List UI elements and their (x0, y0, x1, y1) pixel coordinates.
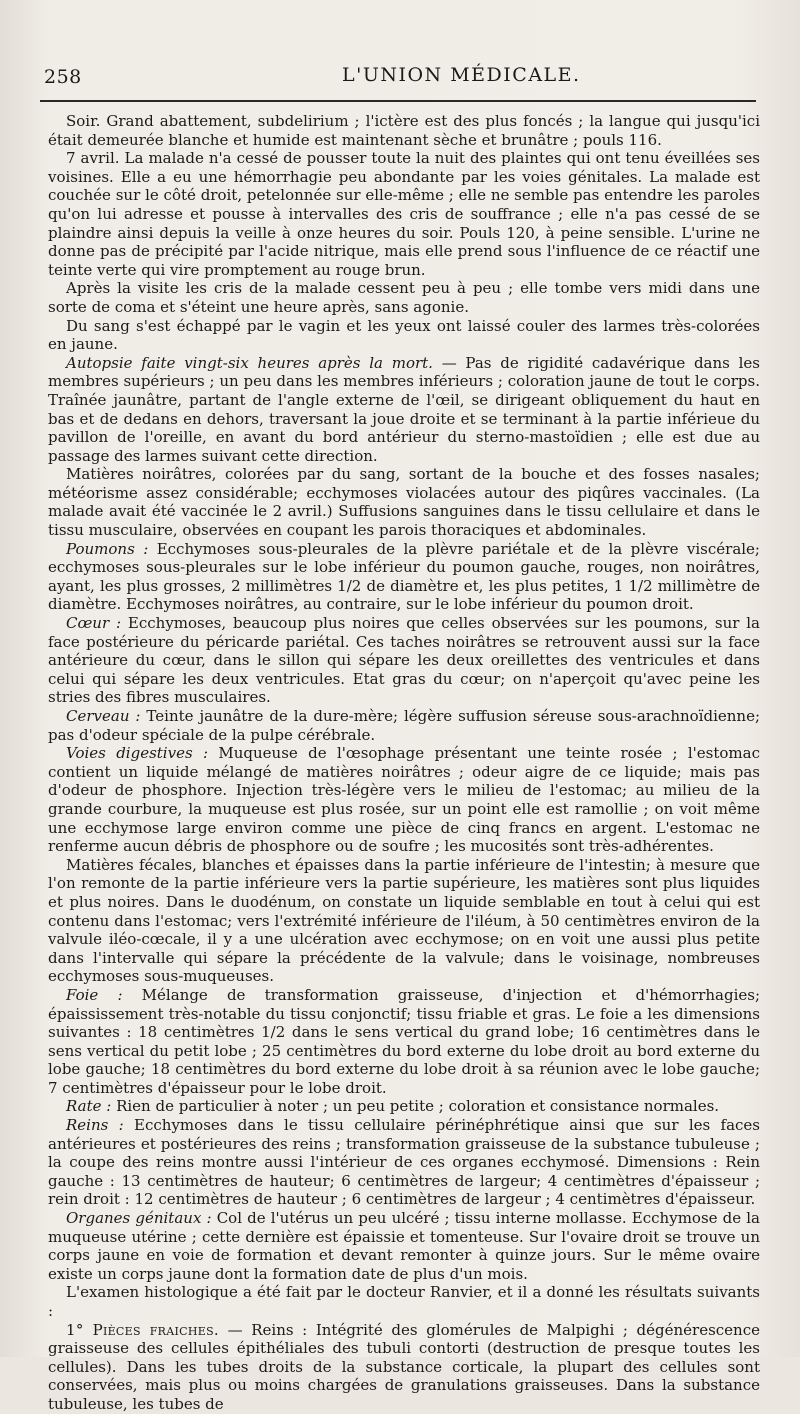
paragraph: L'examen histologique a été fait par le docteur Ranvier, et il a donné les résultats suivants : (48, 1283, 760, 1320)
section-label: Reins : (66, 1116, 124, 1135)
paragraph: 7 avril. La malade n'a cessé de pousser toute la nuit des plaintes qui ont tenu éveillées ses voisines. Elle a eu une hémorrhagie peu abondante par les voies génitales. La malade est couchée sur le côté droit, petelonnée sur elle-même ; elle ne semble pas entendre les paroles qu'on lui adresse et pousse à intervalles des cris de souffrance ; elle n'a pas cessé de se plaindre ainsi depuis la veille à onze heures du soir. Pouls 120, à peine sensible. L'urine ne donne pas de précipité par l'acide nitrique, mais elle prend sous l'influence de ce réactif une teinte verte qui vire promptement au rouge brun. (48, 149, 760, 279)
section-label: Cerveau : (66, 707, 141, 725)
paragraph: Matières fécales, blanches et épaisses dans la partie inférieure de l'intestin; à mesure que l'on remonte de la partie inférieure vers la partie supérieure, les matières sont plus liquides et plus noires. Dans le duodénum, on constate un liquide semblable en tout à celui qui est contenu dans l'estomac; vers l'extrémité inférieure de l'iléum, à 50 centimètres environ de la valvule iléo-cœcale, il y a une ulcération avec ecchymose; on en voit une aussi plus petite dans l'intervalle qui sépare la précédente de la valvule; dans le voisinage, nombreuses ecchymoses sous-muqueuses. (48, 855, 760, 986)
running-title: L'UNION MÉDICALE. (342, 64, 581, 86)
paragraph: Après la visite les cris de la malade cessent peu à peu ; elle tombe vers midi dans une sorte de coma et s'éteint une heure après, sans agonie. (48, 279, 760, 316)
header-rule (40, 100, 756, 102)
paragraph: Soir. Grand abattement, subdelirium ; l'ictère est des plus foncés ; la langue qui jusqu'ici était demeurée blanche et humide est maintenant sèche et brunâtre ; pouls 116. (48, 112, 760, 149)
section-label: Autopsie faite vingt-six heures après la mort. (66, 353, 433, 372)
section-label: Rate : (66, 1097, 112, 1116)
paragraph: Matières noirâtres, colorées par du sang, sortant de la bouche et des fosses nasales; météorisme assez considérable; ecchymoses violacées autour des piqûres vaccinales. (La malade avait été vaccinée le 2 avril.) Suffusions sanguines dans le tissu cellulaire et dans le tissu musculaire, observées en coupant les parois thoraciques et abdominales. (48, 465, 760, 540)
section-heading: 1° Pièces fraiches. (66, 1320, 219, 1339)
section-label: Organes génitaux : (66, 1209, 212, 1228)
section-label: Poumons : (66, 539, 149, 558)
paragraph: Du sang s'est échappé par le vagin et les yeux ont laissé couler des larmes très-colorées en jaune. (48, 316, 760, 354)
paragraph: Foie : Mélange de transformation graisseuse, d'injection et d'hémorrhagies; épaississement très-notable du tissu conjonctif; tissu friable et gras. Le foie a les dimensions suivantes : 18 centimètres 1/2 dans le sens vertical du grand lobe; 16 centimètres dans le sens vertical du petit lobe ; 25 centimètres du bord externe du lobe droit au bord externe du lobe gauche; 18 centimètres du bord externe du lobe droit à sa réunion avec le lobe gauche; 7 centimètres d'épaisseur pour le lobe droit. (48, 985, 760, 1097)
paragraph: Poumons : Ecchymoses sous-pleurales de la plèvre pariétale et de la plèvre viscérale; ecchymoses sous-pleurales sur le lobe inférieur du poumon gauche, rouges, non noirâtres, ayant, les plus grosses, 2 millimètres 1/2 de diamètre et, les plus petites, 1 1/2 millimètre de diamètre. Ecchymoses noirâtres, au contraire, sur le lobe inférieur du poumon droit. (48, 539, 760, 614)
paragraph: Reins : Ecchymoses dans le tissu cellulaire périnéphrétique ainsi que sur les faces antérieures et postérieures des reins ; transformation graisseuse de la substance tubuleuse ; la coupe des reins montre aussi l'intérieur de ces organes ecchymosé. Dimensions : Rein gauche : 13 centimètres de hauteur; 6 centimètres de largeur; 4 centimètres d'épaisseur ; rein droit : 12 centimètres de hauteur ; 6 centimètres de largeur ; 4 centimètres d'épaisseur. (48, 1116, 760, 1209)
paragraph: Voies digestives : Muqueuse de l'œsophage présentant une teinte rosée ; l'estomac contient un liquide mélangé de matières noirâtres ; odeur aigre de ce liquide; mais pas d'odeur de phosphore. Injection très-légère vers le milieu de l'estomac; au milieu de la grande courbure, la muqueuse est plus rosée, sur un point elle est ramollie ; on voit même une ecchymose large environ comme une pièce de cinq francs en argent. L'estomac ne renferme aucun débris de phosphore ou de soufre ; les mucosités sont très-adhérentes. (48, 744, 760, 856)
section-label: Voies digestives : (66, 744, 209, 763)
paragraph: Cœur : Ecchymoses, beaucoup plus noires que celles observées sur les poumons, sur la face postérieure du péricarde pariétal. Ces taches noirâtres se retrouvent aussi sur la face antérieure du cœur, dans le sillon qui sépare les deux oreillettes des ventricules et dans celui qui sépare les deux ventricules. Etat gras du cœur; on n'aperçoit qu'avec peine les stries des fibres musculaires. (48, 614, 761, 707)
paragraph: Rate : Rien de particulier à noter ; un peu petite ; coloration et consistance normales. (66, 1097, 720, 1116)
paragraph: Cerveau : Teinte jaunâtre de la dure-mère; légère suffusion séreuse sous-arachnoïdienne; pas d'odeur spéciale de la pulpe cérébrale. (48, 707, 760, 744)
paragraph: 1° Pièces fraiches. — Reins : Intégrité des glomérules de Malpighi ; dégénérescence graisseuse des cellules épithéliales des tubuli contorti (destruction de presque toutes les cellules). Dans les tubes droits de la substance corticale, la plupart des cellules sont conservées, mais plus ou moins chargées de granulations graisseuses. Dans la substance tubuleuse, les tubes de (48, 1320, 760, 1413)
section-label: Foie : (66, 985, 123, 1004)
section-label: Cœur : (66, 614, 122, 633)
page-header (36, 60, 752, 94)
paragraph: Organes génitaux : Col de l'utérus un peu ulcéré ; tissu interne mollasse. Ecchymose de la muqueuse utérine ; cette dernière est épaissie et tomenteuse. Sur l'ovaire droit se trouve un corps jaune en voie de formation et devant remonter à quinze jours. Sur le même ovaire existe un corps jaune dont la formation date de plus d'un mois. (48, 1209, 760, 1283)
body-text (48, 112, 760, 1414)
page-number: 258 (44, 66, 82, 88)
paragraph: Autopsie faite vingt-six heures après la mort. — Pas de rigidité cadavérique dans les membres supérieurs ; un peu dans les membres inférieurs ; coloration jaune de tout le corps. Traînée jaunâtre, partant de l'angle externe de l'œil, se dirigeant obliquement du haut en bas et de dedans en dehors, traversant la joue droite et se terminant à la partie inférieue du pavillon de l'oreille, en avant du bord antérieur du sterno-mastoïdien ; elle est due au passage des larmes suivant cette direction. (48, 353, 760, 465)
